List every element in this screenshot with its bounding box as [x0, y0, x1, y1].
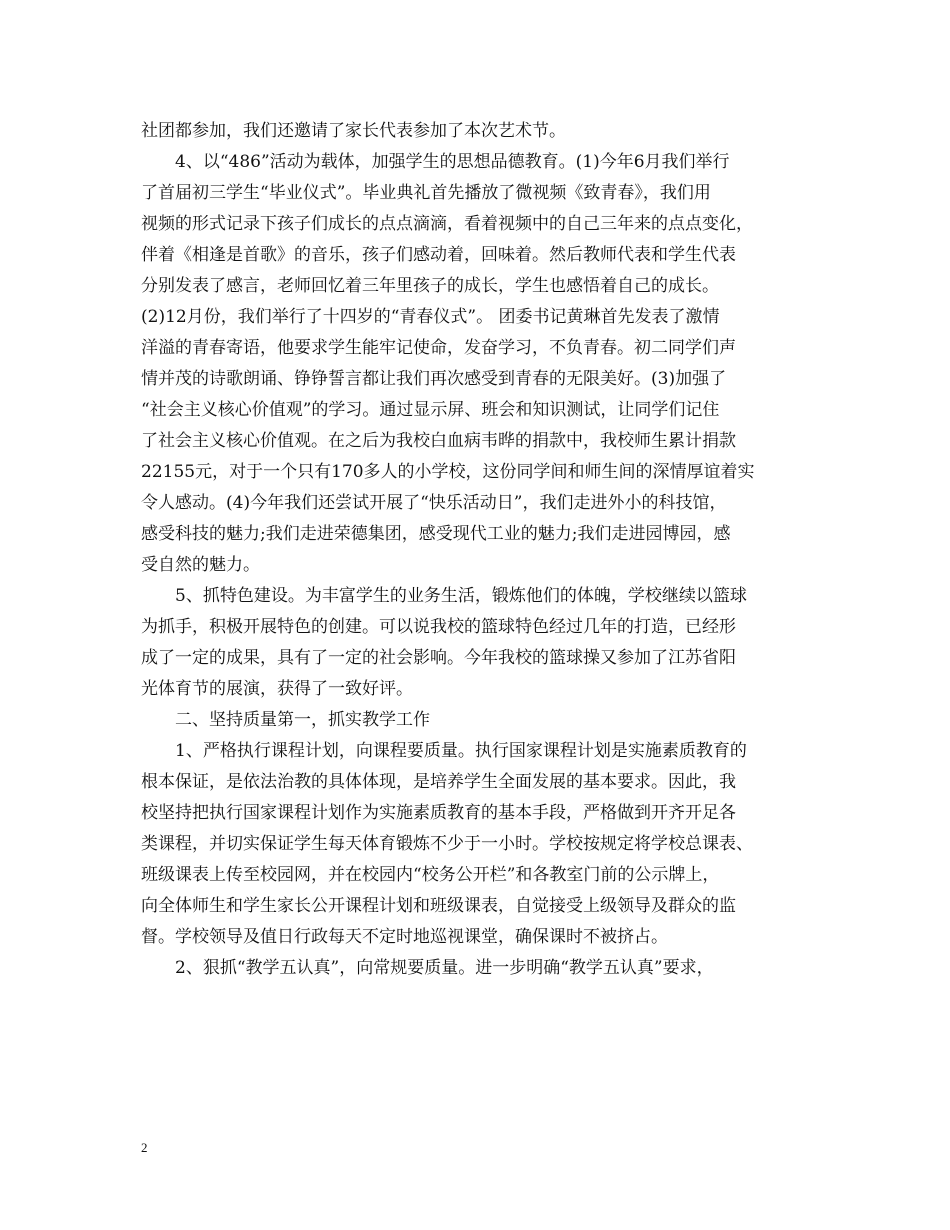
text-line: 向全体师生和学生家长公开课程计划和班级课表，自觉接受上级领导及群众的监	[141, 896, 736, 916]
text-line: 5、抓特色建设。为丰富学生的业务生活，锻炼他们的体魄，学校继续以篮球	[141, 586, 747, 606]
text-line: 4、以“486”活动为载体，加强学生的思想品德教育。(1)今年6月我们举行	[141, 152, 730, 172]
text-line: 成了一定的成果，具有了一定的社会影响。今年我校的篮球操又参加了江苏省阳	[141, 648, 736, 668]
text-line: 情并茂的诗歌朗诵、铮铮誓言都让我们再次感受到青春的无限美好。(3)加强了	[141, 369, 727, 389]
text-line: 分别发表了感言，老师回忆着三年里孩子的成长，学生也感悟着自己的成长。	[141, 276, 719, 296]
text-line: 班级课表上传至校园网，并在校园内“校务公开栏”和各教室门前的公示牌上，	[141, 865, 720, 885]
text-line: 22155元，对于一个只有170多人的小学校，这份同学间和师生间的深情厚谊着实	[141, 462, 755, 482]
text-line: 督。学校领导及值日行政每天不定时地巡视课堂，确保课时不被挤占。	[141, 927, 668, 947]
text-line: 了社会主义核心价值观。在之后为我校白血病韦晔的捐款中，我校师生累计捐款	[141, 431, 736, 451]
text-line: 光体育节的展演，获得了一致好评。	[141, 679, 413, 699]
text-line: 视频的形式记录下孩子们成长的点点滴滴，看着视频中的自己三年来的点点变化，	[141, 214, 753, 234]
text-line: 了首届初三学生“毕业仪式”。毕业典礼首先播放了微视频《致青春》，我们用	[141, 183, 711, 203]
text-line: 洋溢的青春寄语，他要求学生能牢记使命，发奋学习，不负青春。初二同学们声	[141, 338, 736, 358]
text-line: 感受科技的魅力;我们走进荣德集团，感受现代工业的魅力;我们走进园博园，感	[141, 524, 731, 544]
text-line: 校坚持把执行国家课程计划作为实施素质教育的基本手段，严格做到开齐开足各	[141, 803, 736, 823]
text-line: 受自然的魅力。	[141, 555, 260, 575]
page-number: 2	[141, 1140, 148, 1155]
text-line: 令人感动。(4)今年我们还尝试开展了“快乐活动日”，我们走进外小的科技馆，	[141, 493, 727, 513]
section-heading: 二、坚持质量第一，抓实教学工作	[141, 710, 430, 730]
text-line: 类课程，并切实保证学生每天体育锻炼不少于一小时。学校按规定将学校总课表、	[141, 834, 753, 854]
text-line: 社团都参加，我们还邀请了家长代表参加了本次艺术节。	[141, 121, 566, 141]
text-line: (2)12月份，我们举行了十四岁的“青春仪式”。 团委书记黄琳首先发表了激情	[141, 307, 720, 327]
body-text	[141, 116, 823, 984]
text-line: 伴着《相逢是首歌》的音乐，孩子们感动着，回味着。然后教师代表和学生代表	[141, 245, 736, 265]
text-line: 为抓手，积极开展特色的创建。可以说我校的篮球特色经过几年的打造，已经形	[141, 617, 736, 637]
text-line: “社会主义核心价值观”的学习。通过显示屏、班会和知识测试，让同学们记住	[141, 400, 720, 420]
text-line: 1、严格执行课程计划，向课程要质量。执行国家课程计划是实施素质教育的	[141, 741, 747, 761]
text-line: 2、狠抓“教学五认真”，向常规要质量。进一步明确“教学五认真”要求，	[141, 958, 714, 978]
text-line: 根本保证，是依法治教的具体体现，是培养学生全面发展的基本要求。因此，我	[141, 772, 736, 792]
